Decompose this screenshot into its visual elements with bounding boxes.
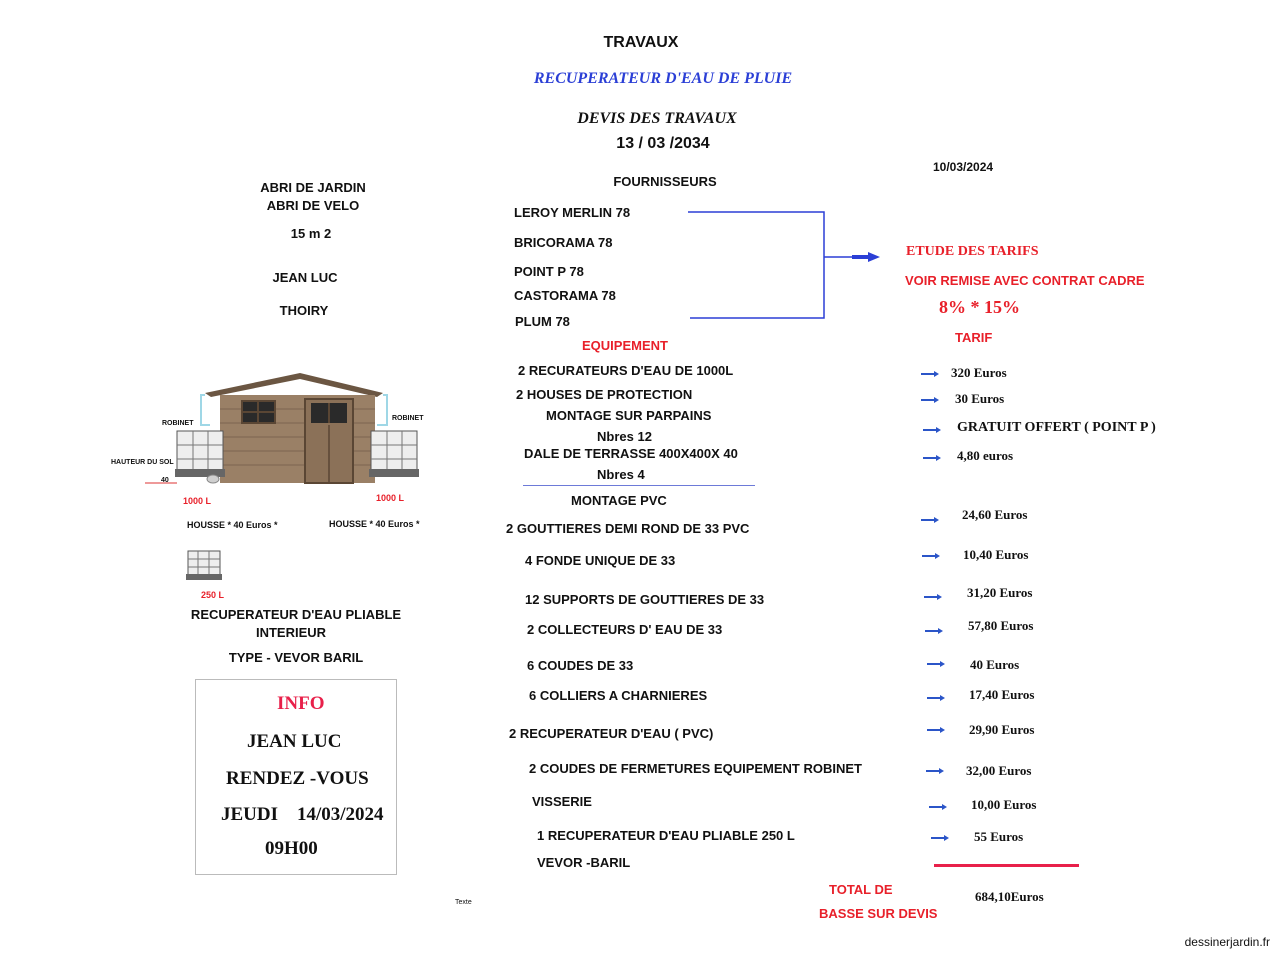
section-divider: [523, 485, 755, 486]
info-day: JEUDI: [221, 804, 279, 825]
small-tank: [186, 549, 222, 581]
pvc-item: VEVOR -BARIL: [537, 855, 631, 870]
supplier-item: BRICORAMA 78: [514, 235, 613, 250]
pvc-item: 2 COUDES DE FERMETURES EQUIPEMENT ROBINET: [529, 761, 862, 776]
page-title: TRAVAUX: [603, 34, 679, 51]
arrow-icon: [929, 806, 943, 808]
arrow-icon: [923, 457, 937, 459]
equip-price: 320 Euros: [951, 365, 1007, 380]
tank-right: [369, 431, 419, 477]
page-subtitle: RECUPERATEUR D'EAU DE PLUIE: [533, 70, 793, 87]
tarif-heading: TARIF: [955, 330, 993, 345]
equip-item: 2 HOUSES DE PROTECTION: [516, 387, 693, 402]
tank-left: [175, 431, 225, 477]
textbox-label: Texte: [455, 899, 472, 906]
tank-left-capacity: 1000 L: [183, 496, 212, 506]
pvc-item: 2 GOUTTIERES DEMI ROND DE 33 PVC: [506, 521, 750, 536]
pvc-item: 12 SUPPORTS DE GOUTTIERES DE 33: [525, 592, 765, 607]
info-time: 09H00: [265, 838, 318, 859]
percent: 8% * 15%: [939, 297, 1020, 317]
arrow-icon: [921, 399, 935, 401]
pliable-line1: RECUPERATEUR D'EAU PLIABLE: [190, 607, 402, 622]
arrow-icon: [921, 519, 935, 521]
arrow-icon: [927, 697, 941, 699]
total-label-1: TOTAL DE: [829, 882, 893, 897]
equip-price: 4,80 euros: [957, 448, 1014, 463]
arrow-icon: [921, 373, 935, 375]
pvc-price: 32,00 Euros: [966, 763, 1032, 778]
pvc-price: 29,90 Euros: [969, 722, 1035, 737]
info-rdv: RENDEZ -VOUS: [226, 768, 369, 789]
arrow-icon: [922, 555, 936, 557]
suppliers-heading: FOURNISSEURS: [613, 174, 717, 189]
pvc-price: 40 Euros: [970, 657, 1020, 672]
info-box: [195, 679, 397, 875]
pvc-price: 10,00 Euros: [971, 797, 1037, 812]
equip-item: Nbres 12: [597, 429, 652, 444]
pvc-price: 24,60 Euros: [962, 507, 1028, 522]
equip-price: GRATUIT OFFERT ( POINT P ): [957, 420, 1156, 435]
left-line2: ABRI DE VELO: [266, 198, 360, 213]
label-40: 40: [161, 477, 169, 484]
pvc-price: 57,80 Euros: [968, 618, 1034, 633]
etude-tarifs: ETUDE DES TARIFS: [906, 244, 1039, 259]
arrow-icon: [925, 630, 939, 632]
supplier-item: CASTORAMA 78: [514, 288, 616, 303]
pliable-type: TYPE - VEVOR BARIL: [228, 650, 364, 665]
pvc-price: 31,20 Euros: [967, 585, 1033, 600]
equip-price: 30 Euros: [955, 391, 1005, 406]
equip-item: Nbres 4: [597, 467, 645, 482]
equipement-heading: EQUIPEMENT: [582, 338, 668, 353]
pvc-item: 2 RECUPERATEUR D'EAU ( PVC): [509, 726, 714, 741]
arrow-icon: [927, 663, 941, 665]
pvc-item: 4 FONDE UNIQUE DE 33: [525, 553, 676, 568]
pvc-item: 6 COUDES DE 33: [527, 658, 634, 673]
devis-date: 13 / 03 /2034: [616, 135, 710, 152]
info-title: INFO: [277, 693, 325, 714]
label-hauteur: HAUTEUR DU SOL: [111, 459, 174, 466]
left-line1: ABRI DE JARDIN: [260, 180, 366, 195]
pvc-item: VISSERIE: [532, 794, 592, 809]
supplier-item: PLUM 78: [515, 314, 570, 329]
total-underline: [934, 864, 1079, 867]
arrow-icon: [923, 429, 937, 431]
pvc-item: 1 RECUPERATEUR D'EAU PLIABLE 250 L: [537, 828, 795, 843]
arrow-icon: [924, 596, 938, 598]
surface: 15 m 2: [290, 226, 332, 241]
watermark: dessinerjardin.fr: [1184, 935, 1270, 949]
info-name: JEAN LUC: [247, 731, 342, 752]
arrow-icon: [926, 770, 940, 772]
supplier-item: LEROY MERLIN 78: [514, 205, 631, 220]
pvc-item: 6 COLLIERS A CHARNIERES: [529, 688, 708, 703]
pvc-price: 17,40 Euros: [969, 687, 1035, 702]
equip-item: DALE DE TERRASSE 400X400X 40: [524, 446, 738, 461]
housse-left: HOUSSE * 40 Euros *: [187, 520, 278, 530]
pvc-heading: MONTAGE PVC: [571, 493, 667, 508]
city: THOIRY: [279, 303, 329, 318]
remise: VOIR REMISE AVEC CONTRAT CADRE: [905, 273, 1145, 288]
client-name: JEAN LUC: [272, 270, 338, 285]
devis-heading: DEVIS DES TRAVAUX: [577, 110, 737, 127]
pvc-item: 2 COLLECTEURS D' EAU DE 33: [527, 622, 723, 637]
housse-right: HOUSSE * 40 Euros *: [329, 519, 420, 529]
pvc-price: 10,40 Euros: [963, 547, 1029, 562]
label-robinet-right: ROBINET: [392, 415, 424, 422]
small-tank-capacity: 250 L: [201, 590, 225, 600]
supplier-item: POINT P 78: [514, 264, 584, 279]
pliable-line2: INTERIEUR: [255, 625, 327, 640]
arrow-icon: [927, 729, 941, 731]
equip-item: MONTAGE SUR PARPAINS: [546, 408, 712, 423]
equip-item: 2 RECURATEURS D'EAU DE 1000L: [518, 363, 734, 378]
total-label-2: BASSE SUR DEVIS: [819, 906, 938, 921]
date-right: 10/03/2024: [933, 160, 994, 174]
suppliers-bracket: [680, 200, 900, 330]
total-value: 684,10Euros: [975, 889, 1044, 904]
label-robinet-left: ROBINET: [162, 420, 194, 427]
info-date: 14/03/2024: [297, 804, 384, 825]
pvc-price: 55 Euros: [974, 829, 1024, 844]
arrow-icon: [931, 837, 945, 839]
shed-roof: [205, 373, 383, 397]
tank-right-capacity: 1000 L: [376, 493, 405, 503]
